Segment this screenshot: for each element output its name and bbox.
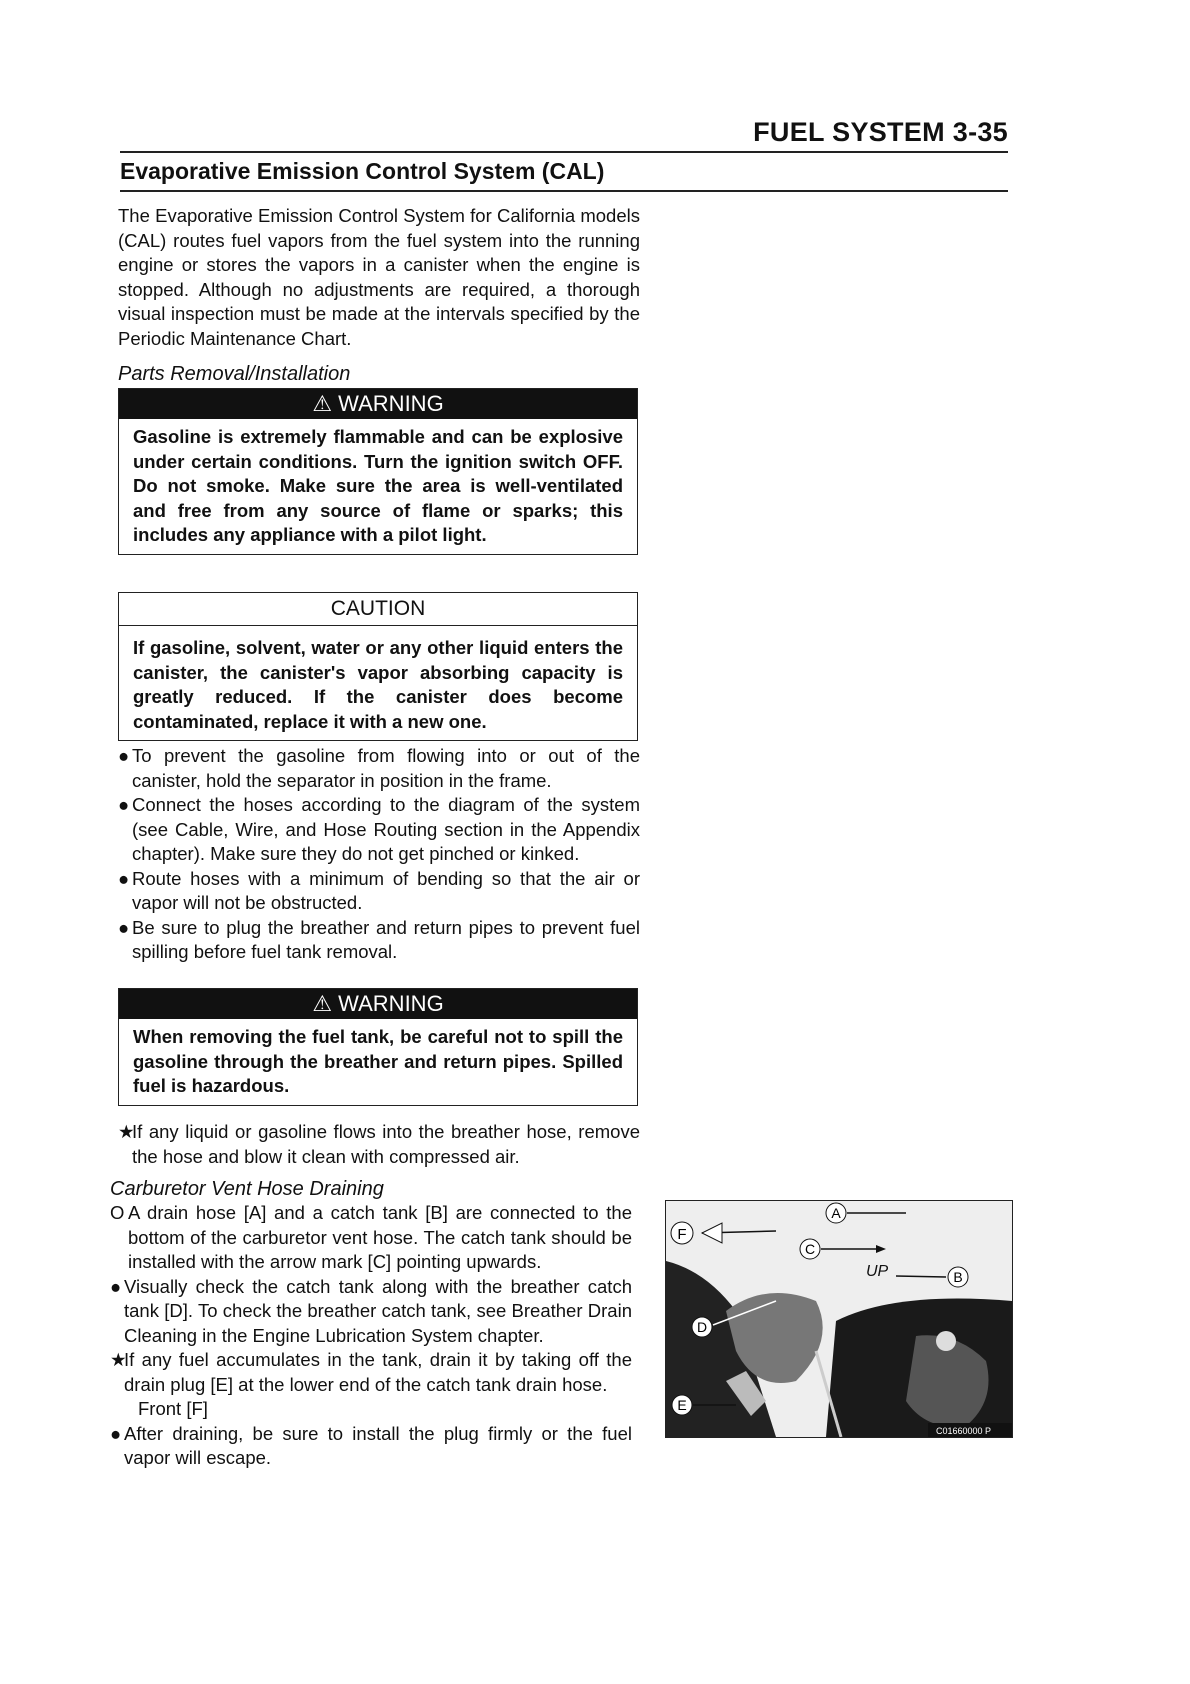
warning-box-1 (118, 388, 638, 555)
warning-text-1: Gasoline is extremely flammable and can be explosive under certain conditions. Turn the ignition switch OFF. Do not smoke. Make sure the area is well-ventilated and free from any source of flame or sparks; this includes any appliance with a pilot light. (133, 426, 623, 545)
label-f: F (677, 1226, 687, 1243)
warning-triangle-icon: ⚠ (312, 391, 333, 416)
label-a: A (831, 1205, 841, 1221)
warning-title-2: WARNING (338, 991, 444, 1016)
parts-heading: Parts Removal/Installation (118, 363, 351, 385)
bullet-marker: ● (118, 745, 130, 766)
star-marker: ★ (118, 1121, 135, 1142)
label-e: E (677, 1397, 687, 1413)
caution-text: If gasoline, solvent, water or any other liquid enters the canister, the canister's vapor absorbing capacity is greatly reduced. If the canister does become contaminated, replace it with a new one. (133, 637, 623, 732)
label-b: B (953, 1269, 963, 1285)
figure-code: C01660000 P (936, 1426, 992, 1436)
bullet-list-1 (118, 744, 640, 965)
header-rule (120, 151, 1008, 153)
o-marker: O (110, 1202, 125, 1223)
caution-title: CAUTION (119, 593, 637, 626)
page-header: FUEL SYSTEM 3-35 (753, 117, 1008, 147)
section-title: Evaporative Emission Control System (CAL) (120, 158, 605, 184)
warning-title-1: WARNING (338, 391, 444, 416)
list-item: O A drain hose [A] and a catch tank [B] are connected to the bottom of the carburetor vent hose. The catch tank should be installed with the arrow mark [C] pointing upwards. (110, 1202, 632, 1272)
bullet-marker: ● (110, 1275, 122, 1297)
warning-box-2 (118, 988, 638, 1106)
list-item: ★ If any fuel accumulates in the tank, drain it by taking off the drain plug [E] at the lower end of the catch tank drain hose. (110, 1349, 632, 1395)
warning-triangle-icon: ⚠ (312, 991, 333, 1016)
label-c: C (804, 1241, 816, 1257)
warning-text-2: When removing the fuel tank, be careful not to spill the gasoline through the breather and return pipes. Spilled fuel is hazardous. (133, 1026, 623, 1096)
vent-section (110, 1178, 632, 1471)
warning-header-1 (119, 389, 637, 419)
caution-box (118, 592, 638, 741)
section-rule (120, 190, 1008, 192)
bullet-marker: ● (118, 794, 130, 815)
intro-block (118, 204, 640, 386)
catch-tank-photo (665, 1200, 1013, 1438)
bullet-marker: ● (110, 1422, 122, 1444)
list-item: ● After draining, be sure to install the plug firmly or the fuel vapor will escape. (110, 1422, 632, 1468)
list-item: ● Route hoses with a minimum of bending so that the air or vapor will not be obstructed. (118, 867, 640, 913)
star-marker: ★ (110, 1349, 127, 1370)
list-item: ● Visually check the catch tank along with the breather catch tank [D]. To check the breather catch tank, see Breather Drain Cleaning in the Engine Lubrication System chapter. (110, 1275, 632, 1346)
list-item: Front [F] (138, 1398, 208, 1419)
list-item: ● Connect the hoses according to the diagram of the system (see Cable, Wire, and Hose Routing section in the Appendix chapter). Make sure they do not get pinched or kinked. (118, 794, 640, 864)
list-item: ● To prevent the gasoline from flowing into or out of the canister, hold the separator in position in the frame. (118, 745, 640, 791)
bullet-marker: ● (118, 867, 130, 889)
up-mark: UP (866, 1263, 889, 1280)
bullet-marker: ● (118, 916, 130, 938)
list-item: ● Be sure to plug the breather and return pipes to prevent fuel spilling before fuel tank removal. (118, 916, 640, 962)
intro-paragraph: The Evaporative Emission Control System for California models (CAL) routes fuel vapors from the fuel system into the running engine or stores the vapors in a canister when the engine is stopped. Although no adjustments are required, a thorough visual inspection must be made at the intervals specified by the Periodic Maintenance Chart. (118, 205, 640, 349)
list-item: ★ If any liquid or gasoline flows into the breather hose, remove the hose and blow it clean with compressed air. (118, 1121, 640, 1167)
label-d: D (696, 1319, 708, 1335)
warning-header-2 (119, 989, 637, 1019)
vent-heading: Carburetor Vent Hose Draining (110, 1178, 384, 1200)
star-note-1 (118, 1120, 640, 1169)
catch-tank-illustration (666, 1201, 1012, 1437)
